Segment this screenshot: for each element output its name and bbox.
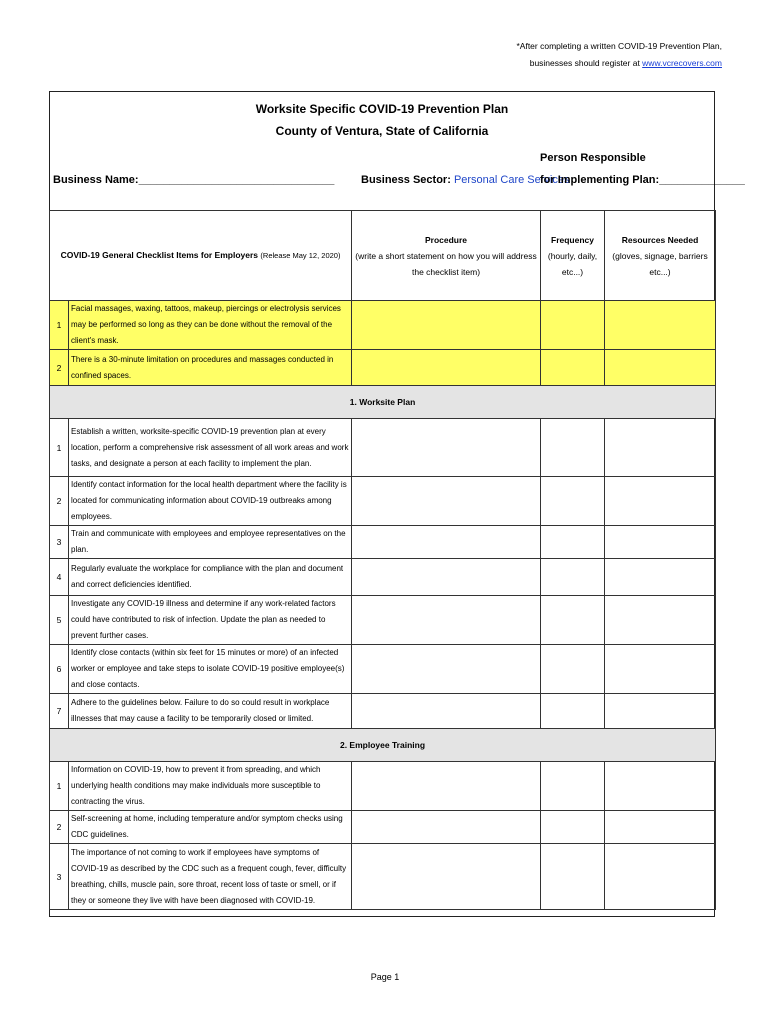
frequency-header-desc: (hourly, daily, etc...) <box>547 250 598 277</box>
procedure-cell[interactable] <box>352 350 541 386</box>
section-header-row <box>50 729 716 762</box>
checklist-column-header <box>50 211 352 301</box>
row-number: 1 <box>50 419 69 477</box>
note-line-2 <box>516 55 722 72</box>
table-row <box>50 419 716 477</box>
checklist-table <box>49 210 716 910</box>
resources-cell[interactable] <box>605 559 716 596</box>
table-row <box>50 811 716 844</box>
resources-cell[interactable] <box>605 526 716 559</box>
frequency-column-header <box>541 211 605 301</box>
row-number: 2 <box>50 350 69 386</box>
row-number: 1 <box>50 301 69 350</box>
frequency-cell[interactable] <box>541 301 605 350</box>
row-number: 3 <box>50 844 69 910</box>
checklist-item-text: Investigate any COVID-19 illness and determine if any work-related factors could have contributed to risk of infection. Update the plan as needed to prevent further cases. <box>69 596 352 645</box>
checklist-item-text: Establish a written, worksite-specific COVID-19 prevention plan at every location, perform a comprehensive risk assessment of all work areas and work tasks, and designate a person at each facility to implement the plan. <box>69 419 352 477</box>
row-number: 2 <box>50 811 69 844</box>
person-responsible-label: Person Responsible <box>540 152 646 164</box>
person-blank: ______________ <box>659 174 745 186</box>
row-number: 6 <box>50 645 69 694</box>
procedure-header-desc: (write a short statement on how you will address the checklist item) <box>355 250 537 277</box>
resources-cell[interactable] <box>605 596 716 645</box>
procedure-cell[interactable] <box>352 694 541 729</box>
row-number: 3 <box>50 526 69 559</box>
procedure-cell[interactable] <box>352 762 541 811</box>
business-name-field[interactable] <box>53 174 334 186</box>
business-sector <box>361 174 570 186</box>
checklist-item-text: Information on COVID-19, how to prevent it from spreading, and which underlying health conditions may make individuals more susceptible to contracting the virus. <box>69 762 352 811</box>
resources-cell[interactable] <box>605 811 716 844</box>
table-row <box>50 559 716 596</box>
checklist-item-text: There is a 30-minute limitation on procedures and massages conducted in confined spaces. <box>69 350 352 386</box>
procedure-header-title: Procedure <box>424 234 468 245</box>
table-row <box>50 301 716 350</box>
note-line-1: *After completing a written COVID-19 Prevention Plan, <box>516 41 722 51</box>
person-label-line2: for Implementing Plan: <box>540 174 660 186</box>
section-title: 2. Employee Training <box>50 729 716 762</box>
procedure-cell[interactable] <box>352 477 541 526</box>
resources-cell[interactable] <box>605 762 716 811</box>
resources-header-title: Resources Needed <box>621 234 699 245</box>
checklist-item-text: Identify close contacts (within six feet for 15 minutes or more) of an infected worker or employee and take steps to isolate COVID-19 positive employee(s) and close contacts. <box>69 645 352 694</box>
frequency-cell[interactable] <box>541 811 605 844</box>
person-responsible-field[interactable] <box>540 174 745 186</box>
section-title: 1. Worksite Plan <box>50 386 716 419</box>
table-row <box>50 844 716 910</box>
frequency-cell[interactable] <box>541 350 605 386</box>
resources-cell[interactable] <box>605 350 716 386</box>
checklist-item-text: Regularly evaluate the workplace for compliance with the plan and document and correct deficiencies identified. <box>69 559 352 596</box>
frequency-header-title: Frequency <box>551 234 595 245</box>
procedure-cell[interactable] <box>352 645 541 694</box>
table-row <box>50 526 716 559</box>
frequency-cell[interactable] <box>541 844 605 910</box>
row-number: 5 <box>50 596 69 645</box>
checklist-item-text: Train and communicate with employees and employee representatives on the plan. <box>69 526 352 559</box>
note-prefix: businesses should register at <box>529 58 643 68</box>
checklist-item-text: Facial massages, waxing, tattoos, makeup, piercings or electrolysis services may be performed so long as they can be done without the removal of the client's mask. <box>69 301 352 350</box>
sector-value: Personal Care Services <box>453 174 570 186</box>
resources-cell[interactable] <box>605 301 716 350</box>
resources-cell[interactable] <box>605 645 716 694</box>
frequency-cell[interactable] <box>541 596 605 645</box>
row-number: 1 <box>50 762 69 811</box>
procedure-cell[interactable] <box>352 844 541 910</box>
frequency-cell[interactable] <box>541 645 605 694</box>
column-header-row <box>50 211 716 301</box>
registration-note <box>516 38 722 72</box>
checklist-item-text: The importance of not coming to work if employees have symptoms of COVID-19 as described by the CDC such as a frequent cough, fever, difficulty breathing, chills, muscle pain, sore throat, recent loss of taste or smell, or if they or someone they live with have been diagnosed with COVID-19. <box>69 844 352 910</box>
row-number: 7 <box>50 694 69 729</box>
frequency-cell[interactable] <box>541 477 605 526</box>
resources-cell[interactable] <box>605 694 716 729</box>
page-title: Worksite Specific COVID-19 Prevention Plan <box>255 102 509 116</box>
table-row <box>50 477 716 526</box>
frequency-cell[interactable] <box>541 694 605 729</box>
table-row <box>50 350 716 386</box>
registration-link[interactable]: www.vcrecovers.com <box>642 58 722 68</box>
checklist-header-note: (Release May 12, 2020) <box>260 251 341 260</box>
frequency-cell[interactable] <box>541 419 605 477</box>
table-row <box>50 762 716 811</box>
resources-header-desc: (gloves, signage, barriers etc...) <box>612 250 708 277</box>
page-number: Page 1 <box>370 972 400 982</box>
resources-cell[interactable] <box>605 477 716 526</box>
resources-cell[interactable] <box>605 419 716 477</box>
section-header-row <box>50 386 716 419</box>
checklist-item-text: Adhere to the guidelines below. Failure to do so could result in workplace illnesses that may cause a facility to be temporarily closed or limited. <box>69 694 352 729</box>
frequency-cell[interactable] <box>541 762 605 811</box>
table-row <box>50 645 716 694</box>
procedure-cell[interactable] <box>352 526 541 559</box>
sector-label: Business Sector: <box>361 174 451 186</box>
row-number: 2 <box>50 477 69 526</box>
procedure-column-header <box>352 211 541 301</box>
prevention-plan-sheet <box>49 91 745 917</box>
checklist-header-title: COVID-19 General Checklist Items for Employers <box>60 250 259 260</box>
frequency-cell[interactable] <box>541 559 605 596</box>
row-number: 4 <box>50 559 69 596</box>
frequency-cell[interactable] <box>541 526 605 559</box>
procedure-cell[interactable] <box>352 811 541 844</box>
resources-column-header <box>605 211 716 301</box>
page-subtitle: County of Ventura, State of California <box>275 124 489 138</box>
checklist-item-text: Identify contact information for the local health department where the facility is located for communicating information about COVID-19 outbreaks among employees. <box>69 477 352 526</box>
resources-cell[interactable] <box>605 844 716 910</box>
table-row <box>50 596 716 645</box>
business-name-label: Business Name: <box>53 174 139 186</box>
procedure-cell[interactable] <box>352 596 541 645</box>
business-name-blank: ________________________________ <box>138 174 335 186</box>
procedure-cell[interactable] <box>352 419 541 477</box>
procedure-cell[interactable] <box>352 559 541 596</box>
checklist-item-text: Self-screening at home, including temperature and/or symptom checks using CDC guidelines. <box>69 811 352 844</box>
procedure-cell[interactable] <box>352 301 541 350</box>
table-row <box>50 694 716 729</box>
